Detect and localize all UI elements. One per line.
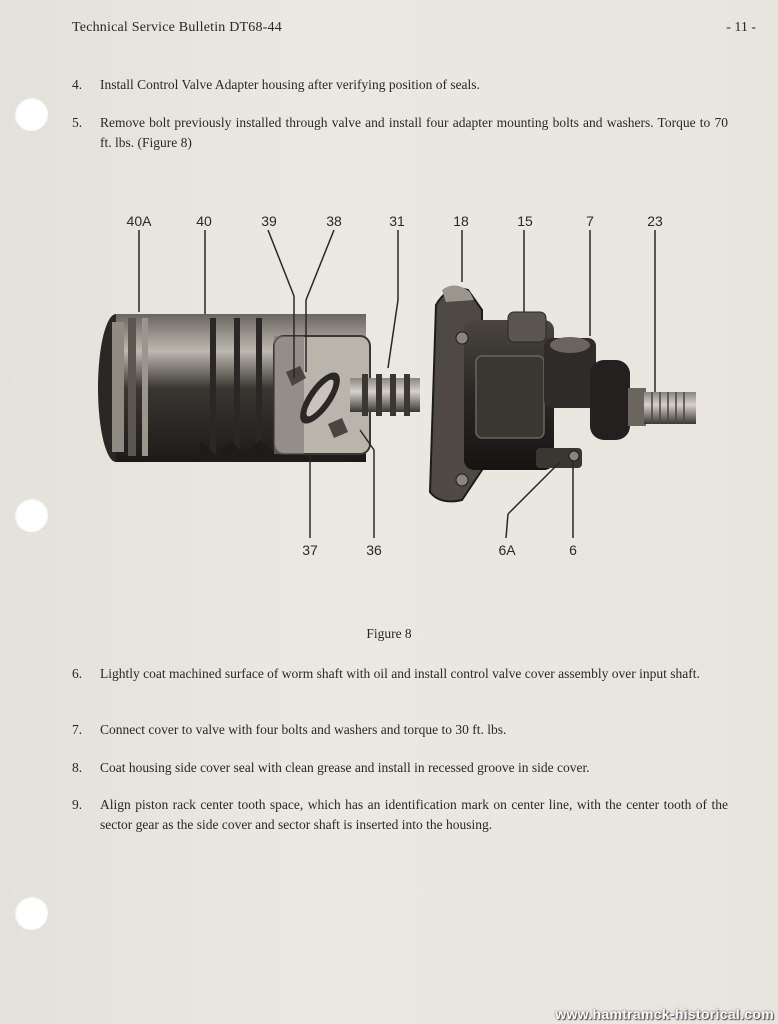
- step-text: Connect cover to valve with four bolts and washers and torque to 30 ft. lbs.: [100, 722, 507, 737]
- callout-label: 6: [569, 542, 577, 558]
- valve-housing: [430, 285, 630, 501]
- step-number: 7.: [72, 722, 83, 737]
- step-text: Remove bolt previously installed through valve and install four adapter mounting bolts and washers. Torque to 70 ft. lbs. (Figure 8): [100, 115, 728, 150]
- callout-label: 15: [517, 213, 533, 229]
- figure-caption: Figure 8: [366, 626, 412, 641]
- step-text: Lightly coat machined surface of worm shaft with oil and install control valve cover assembly over input shaft.: [100, 666, 700, 681]
- binder-hole: [14, 896, 48, 930]
- step-number: 5.: [72, 115, 83, 130]
- callout-label: 31: [389, 213, 405, 229]
- input-shaft: [628, 388, 696, 426]
- callout-label: 40A: [126, 213, 152, 229]
- step-item: [72, 720, 728, 740]
- step-item: [72, 664, 728, 684]
- callout-label: 38: [326, 213, 342, 229]
- worm-shaft: [350, 374, 420, 416]
- step-item: [72, 795, 728, 834]
- step-text: Align piston rack center tooth space, which has an identification mark on center line, with the center tooth of the sector gear as the side cover and sector shaft is inserted into the housing.: [100, 797, 728, 832]
- step-text: Install Control Valve Adapter housing after verifying position of seals.: [100, 77, 480, 92]
- callout-label: 39: [261, 213, 277, 229]
- step-number: 8.: [72, 760, 83, 775]
- piston-cylinder: [98, 314, 370, 462]
- callout-label: 18: [453, 213, 469, 229]
- callout-label: 7: [586, 213, 594, 229]
- step-text: Coat housing side cover seal with clean grease and install in recessed groove in side cover.: [100, 760, 590, 775]
- step-number: 6.: [72, 666, 83, 681]
- page-number: - 11 -: [726, 20, 756, 35]
- bulletin-title: Technical Service Bulletin DT68-44: [72, 20, 282, 35]
- step-item: [72, 758, 728, 778]
- callout-label: 40: [196, 213, 212, 229]
- callout-label: 37: [302, 542, 318, 558]
- step-number: 9.: [72, 797, 83, 812]
- callout-label: 6A: [498, 542, 516, 558]
- step-number: 4.: [72, 77, 83, 92]
- watermark-url: www.hamtramck-historical.com: [555, 1006, 774, 1022]
- callout-label: 36: [366, 542, 382, 558]
- callout-label: 23: [647, 213, 663, 229]
